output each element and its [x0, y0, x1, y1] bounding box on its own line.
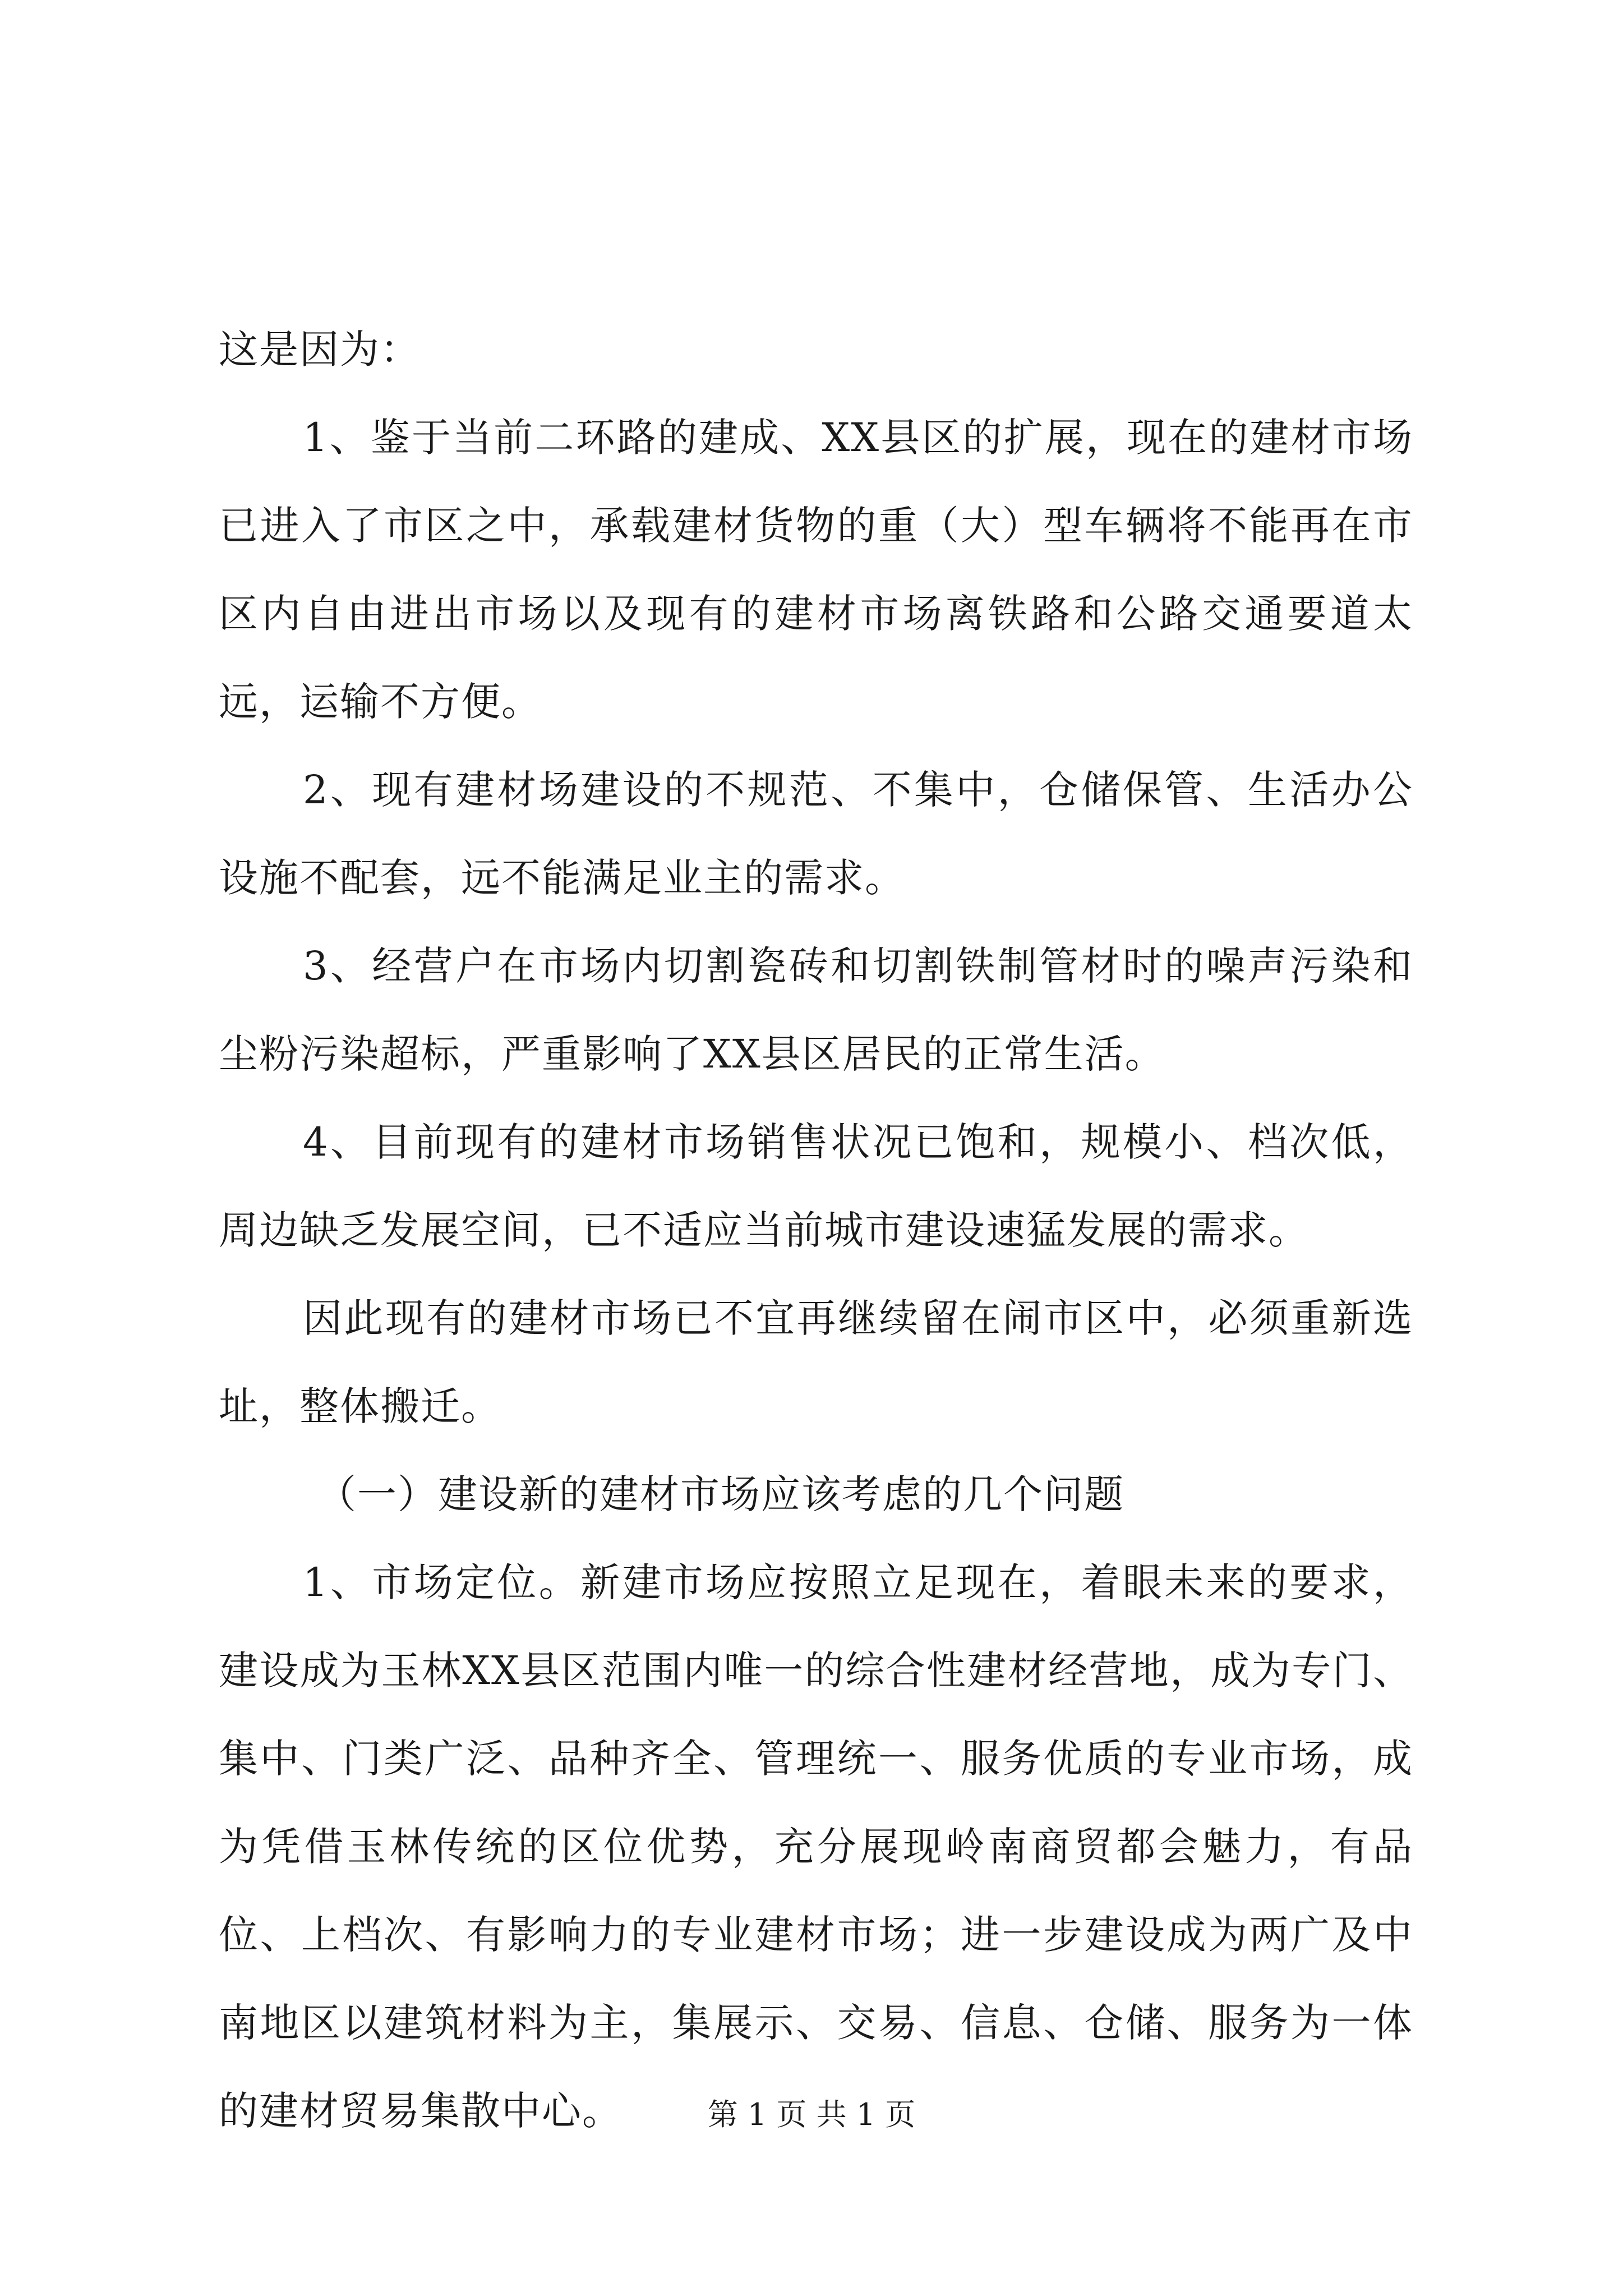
document-body — [219, 306, 1413, 2155]
paragraph-market-positioning: 1、市场定位。新建市场应按照立足现在，着眼未来的要求，建设成为玉林XX县区范围内唯一的综合性建材经营地，成为专门、集中、门类广泛、品种齐全、管理统一、服务优质的专业市场，成为凭借玉林传统的区位优势，充分展现岭南商贸都会魅力，有品位、上档次、有影响力的专业建材市场；进一步建设成为两广及中南地区以建筑材料为主，集展示、交易、信息、仓储、服务为一体的建材贸易集散中心。 — [219, 1559, 1413, 2134]
paragraph-reason-3: 3、经营户在市场内切割瓷砖和切割铁制管材时的噪声污染和尘粉污染超标，严重影响了XX县区居民的正常生活。 — [219, 943, 1413, 1077]
paragraph-reason-2: 2、现有建材场建设的不规范、不集中，仓储保管、生活办公设施不配套，远不能满足业主的需求。 — [219, 767, 1413, 901]
paragraph-reason-1: 1、鉴于当前二环路的建成、XX县区的扩展，现在的建材市场已进入了市区之中，承载建材货物的重（大）型车辆将不能再在市区内自由进出市场以及现有的建材市场离铁路和公路交通要道太远，运输不方便。 — [219, 415, 1413, 725]
section-heading: （一）建设新的建材市场应该考虑的几个问题 — [317, 1471, 1124, 1517]
paragraph-intro: 这是因为： — [219, 326, 421, 372]
paragraph-reason-4: 4、目前现有的建材市场销售状况已饱和，规模小、档次低，周边缺乏发展空间，已不适应当前城市建设速猛发展的需求。 — [219, 1119, 1413, 1253]
paragraph-conclusion: 因此现有的建材市场已不宜再继续留在闹市区中，必须重新选址，整体搬迁。 — [219, 1295, 1413, 1429]
page-footer: 第 1 页 共 1 页 — [707, 2097, 916, 2132]
